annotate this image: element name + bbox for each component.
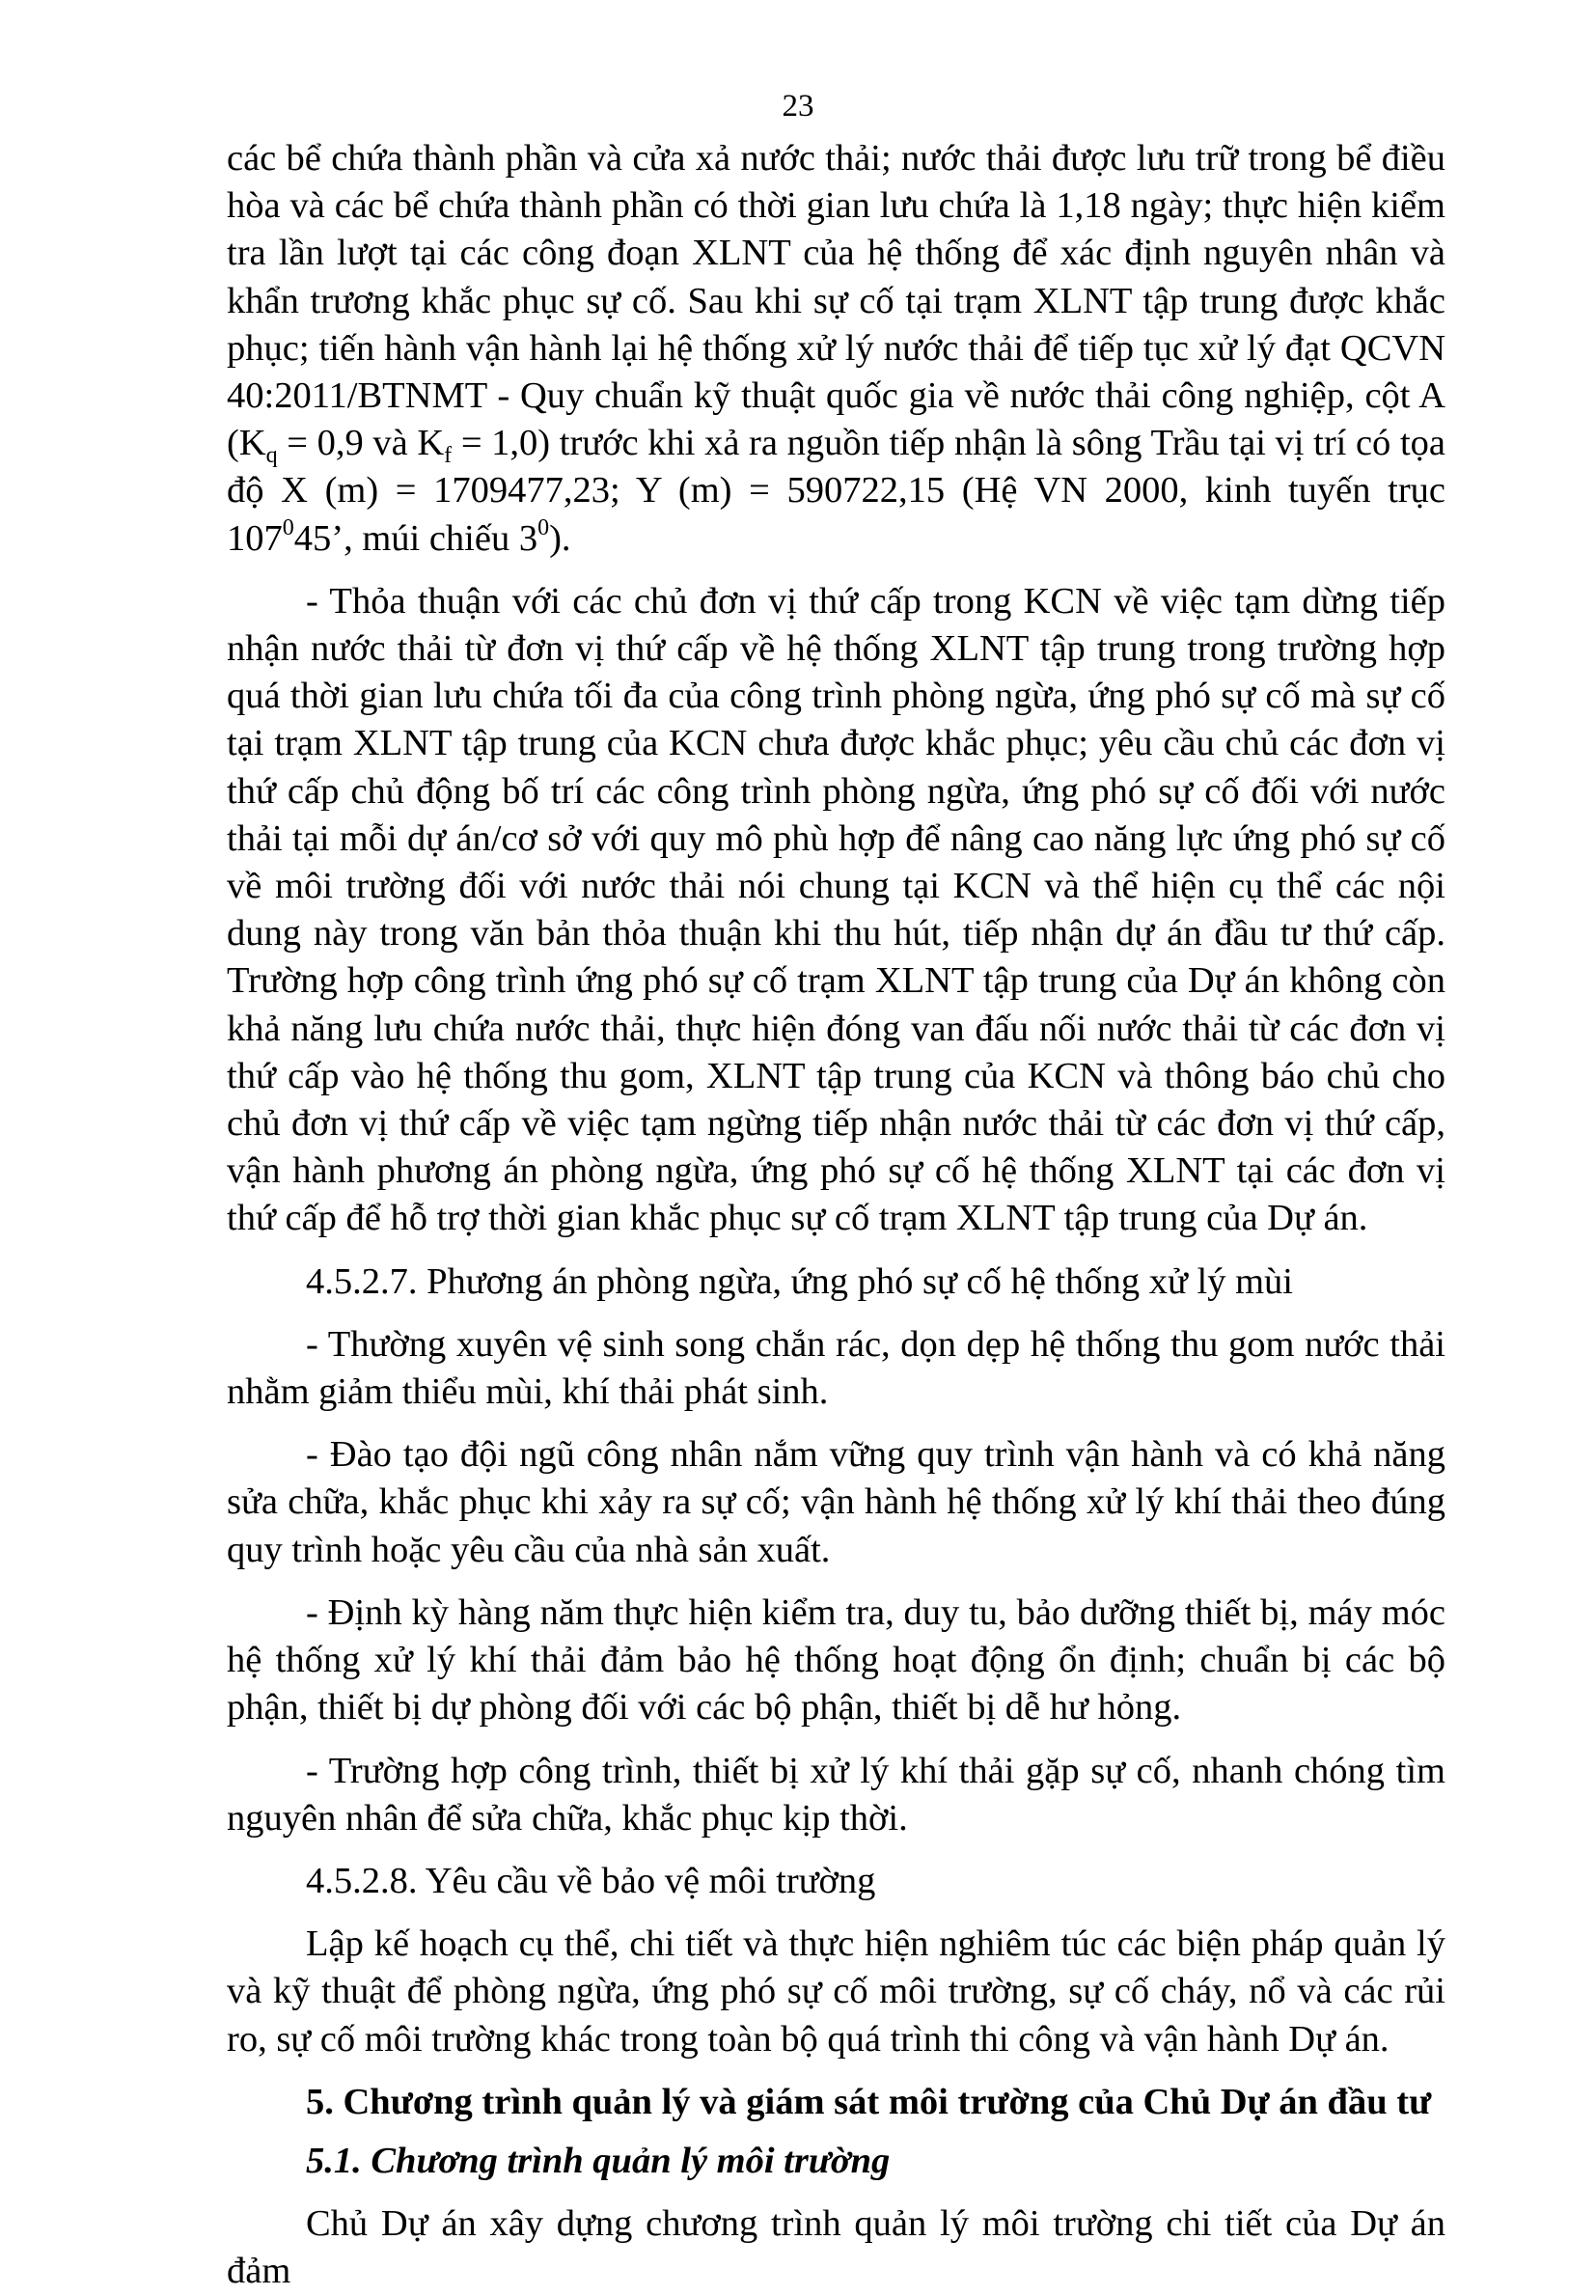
section-heading-4-5-2-8: 4.5.2.8. Yêu cầu về bảo vệ môi trường bbox=[306, 1860, 876, 1901]
section-heading-5-1: 5.1. Chương trình quản lý môi trường bbox=[306, 2140, 891, 2181]
paragraph-management-program: Chủ Dự án xây dựng chương trình quản lý môi trường chi tiết của Dự án đảm bbox=[227, 2203, 1445, 2292]
paragraph-cleaning: - Thường xuyên vệ sinh song chắn rác, dọn dẹp hệ thống thu gom nước thải nhằm giảm thiểu mùi, khí thải phát sinh. bbox=[227, 1323, 1445, 1413]
paragraph-plan: Lập kế hoạch cụ thể, chi tiết và thực hiện nghiêm túc các biện pháp quản lý và kỹ thuật để phòng ngừa, ứng phó sự cố môi trường, sự cố cháy, nổ và các rủi ro, sự cố môi trường khác trong toàn bộ quá trình thi công và vận hành Dự án. bbox=[227, 1923, 1445, 2060]
section-heading-4-5-2-7: 4.5.2.7. Phương án phòng ngừa, ứng phó sự cố hệ thống xử lý mùi bbox=[306, 1260, 1293, 1302]
paragraph-incident: - Trường hợp công trình, thiết bị xử lý khí thải gặp sự cố, nhanh chóng tìm nguyên nhân để sửa chữa, khắc phục kịp thời. bbox=[227, 1750, 1445, 1839]
paragraph-maintenance: - Định kỳ hàng năm thực hiện kiểm tra, duy tu, bảo dưỡng thiết bị, máy móc hệ thống xử lý khí thải đảm bảo hệ thống hoạt động ổn định; chuẩn bị các bộ phận, thiết bị dự phòng đối với các bộ phận, thiết bị dễ hư hỏng. bbox=[227, 1591, 1445, 1729]
paragraph-training: - Đào tạo đội ngũ công nhân nắm vững quy trình vận hành và có khả năng sửa chữa, khắc phục khi xảy ra sự cố; vận hành hệ thống xử lý khí thải theo đúng quy trình hoặc yêu cầu của nhà sản xuất. bbox=[227, 1434, 1445, 1570]
document-body bbox=[227, 135, 1445, 2296]
paragraph-continuation: các bể chứa thành phần và cửa xả nước thải; nước thải được lưu trữ trong bể điều hòa và các bể chứa thành phần có thời gian lưu chứa là 1,18 ngày; thực hiện kiểm tra lần lượt tại các công đoạn XLNT của hệ thống để xác định nguyên nhân và khẩn trương khắc phục sự cố. Sau khi sự cố tại trạm XLNT tập trung được khắc phục; tiến hành vận hành lại hệ thống xử lý nước thải để tiếp tục xử lý đạt QCVN 40:2011/BTNMT - Quy chuẩn kỹ thuật quốc gia về nước thải công nghiệp, cột A ($K_q = 0,9$ và $K_f = 1,0$) trước khi xả ra nguồn tiếp nhận là sông Trầu tại vị trí có tọa độ X (m) = 1709477,23; Y (m) = 590722,15 (Hệ VN 2000, kinh tuyến trục $107^045$’, múi chiếu $3^0$). bbox=[227, 138, 1445, 559]
paragraph-agreement: - Thỏa thuận với các chủ đơn vị thứ cấp trong KCN về việc tạm dừng tiếp nhận nước thải từ đơn vị thứ cấp về hệ thống XLNT tập trung trong trường hợp quá thời gian lưu chứa tối đa của công trình phòng ngừa, ứng phó sự cố mà sự cố tại trạm XLNT tập trung của KCN chưa được khắc phục; yêu cầu chủ các đơn vị thứ cấp chủ động bố trí các công trình phòng ngừa, ứng phó sự cố đối với nước thải tại mỗi dự án/cơ sở với quy mô phù hợp để nâng cao năng lực ứng phó sự cố về môi trường đối với nước thải nói chung tại KCN và thể hiện cụ thể các nội dung này trong văn bản thỏa thuận khi thu hút, tiếp nhận dự án đầu tư thứ cấp. Trường hợp công trình ứng phó sự cố trạm XLNT tập trung của Dự án không còn khả năng lưu chứa nước thải, thực hiện đóng van đấu nối nước thải từ các đơn vị thứ cấp vào hệ thống thu gom, XLNT tập trung của KCN và thông báo chủ cho chủ đơn vị thứ cấp về việc tạm ngừng tiếp nhận nước thải từ các đơn vị thứ cấp, vận hành phương án phòng ngừa, ứng phó sự cố hệ thống XLNT tại các đơn vị thứ cấp để hỗ trợ thời gian khắc phục sự cố trạm XLNT tập trung của Dự án. bbox=[227, 580, 1445, 1239]
page-number: 23 bbox=[782, 89, 814, 124]
section-heading-5: 5. Chương trình quản lý và giám sát môi trường của Chủ Dự án đầu tư bbox=[306, 2081, 1432, 2122]
